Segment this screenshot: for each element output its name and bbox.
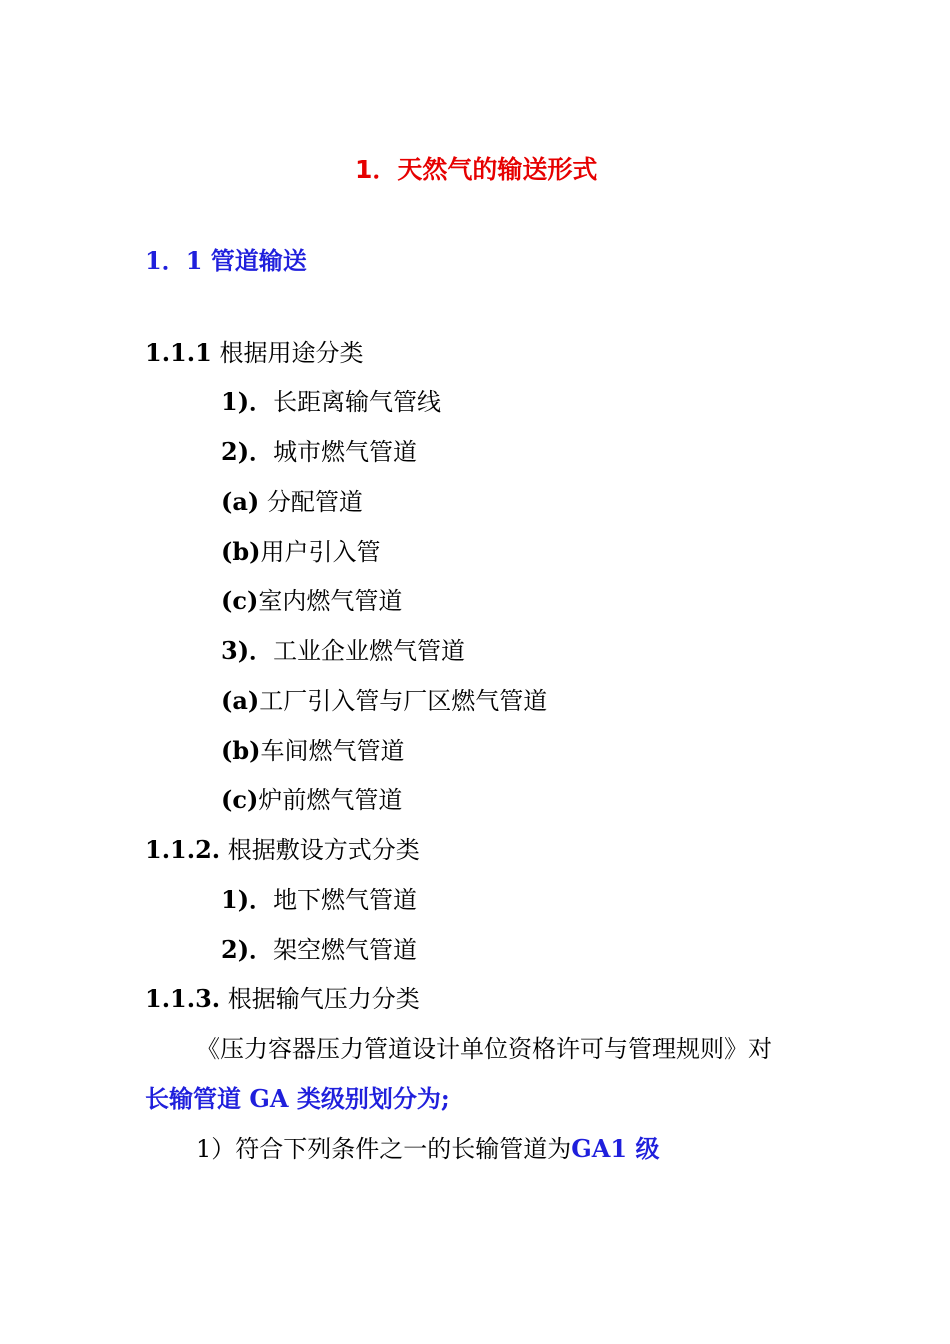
list-item [221, 884, 417, 916]
list-item [221, 934, 417, 966]
condition-line [196, 1133, 659, 1165]
list-item [221, 436, 417, 468]
section-heading: 1．1 管道输送 [145, 246, 307, 275]
item-text: 分配管道 [259, 488, 363, 516]
list-item [221, 585, 402, 617]
item-number: 1)． [221, 885, 274, 914]
item-number: 2)． [221, 935, 274, 964]
item-text: 长距离输气管线 [273, 388, 442, 416]
document-title: 1．天然气的输送形式 [355, 155, 598, 184]
condition-text: 1）符合下列条件之一的长输管道为 [196, 1135, 572, 1163]
subsection-number: 1.1.2. [145, 835, 221, 864]
item-text: 室内燃气管道 [258, 587, 403, 615]
item-number: (c) [221, 785, 259, 814]
item-text: 车间燃气管道 [260, 737, 405, 765]
subsection-1-1-3 [145, 983, 420, 1015]
list-item [221, 386, 441, 418]
subsection-1-1-2 [145, 834, 420, 866]
subsection-number: 1.1.3. [145, 984, 221, 1013]
list-item [221, 486, 363, 518]
subsection-text: 根据输气压力分类 [220, 985, 420, 1013]
item-text: 用户引入管 [260, 538, 381, 566]
item-number: (b) [221, 736, 261, 765]
grade-label: GA1 级 [571, 1134, 660, 1163]
list-item [221, 735, 405, 767]
item-number: (a) [221, 487, 260, 516]
list-item [221, 536, 381, 568]
item-number: (c) [221, 586, 259, 615]
item-number: 3)． [221, 636, 274, 665]
item-number: 1)． [221, 387, 274, 416]
item-number: (b) [221, 537, 261, 566]
paragraph-text: 《压力容器压力管道设计单位资格许可与管理规则》对 [196, 1035, 772, 1063]
item-text: 工业企业燃气管道 [273, 637, 466, 665]
subsection-1-1-1 [145, 337, 363, 369]
subsection-text: 根据敷设方式分类 [220, 836, 420, 864]
item-number: 2)． [221, 437, 274, 466]
list-item [221, 685, 547, 717]
item-number: (a) [221, 686, 260, 715]
subsection-number: 1.1.1 [145, 338, 212, 367]
list-item [221, 784, 402, 816]
subsection-text: 根据用途分类 [211, 339, 364, 367]
item-text: 工厂引入管与厂区燃气管道 [259, 687, 548, 715]
item-text: 地下燃气管道 [273, 886, 418, 914]
item-text: 炉前燃气管道 [258, 786, 403, 814]
item-text: 城市燃气管道 [273, 438, 418, 466]
paragraph-continuation: 长输管道 GA 类级别划分为; [145, 1084, 450, 1113]
list-item [221, 635, 465, 667]
item-text: 架空燃气管道 [273, 936, 418, 964]
